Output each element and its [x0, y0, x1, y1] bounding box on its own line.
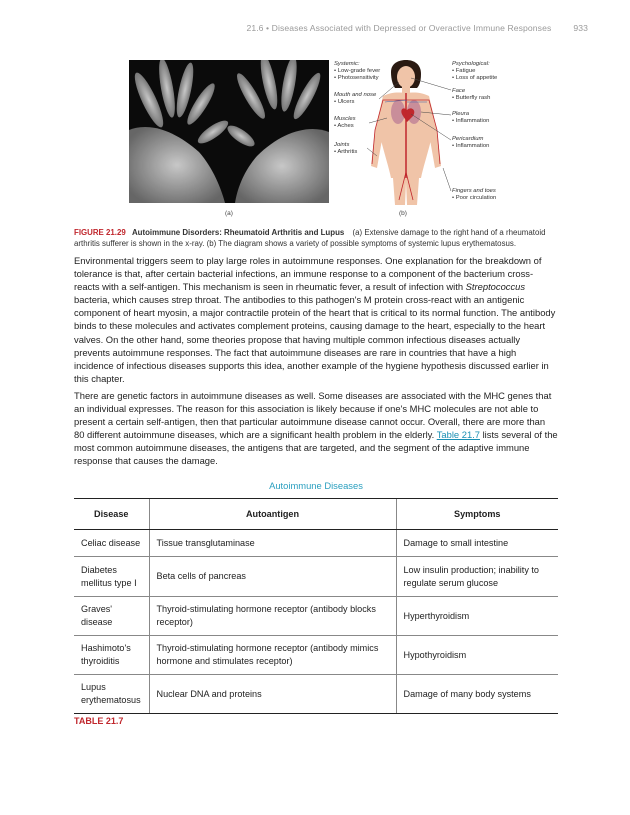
- column-header-autoantigen: Autoantigen: [149, 499, 396, 530]
- figure-label-b: (b): [399, 210, 407, 217]
- figure-number: FIGURE 21.29: [74, 228, 126, 237]
- paragraph-genetic-factors: There are genetic factors in autoimmune diseases as well. Some diseases are associated with the MHC genes that an individual expresses. The reason for this association is likely because if one's MHC molecules are not able to present a certain self-antigen, then that particular autoimmune disease cannot occur. Overall, there are more than 80 different autoimmune diseases, which are a significant health problem in the elderly. Table 21.7 lists several of the most common autoimmune diseases, the antigens that are targeted, and the segment of the adaptive immune response that causes the damage.: [74, 390, 558, 467]
- figure-caption: [74, 228, 564, 249]
- figure-label-a: (a): [225, 210, 233, 217]
- figure-caption-text: (a) Extensive damage to the right hand of a rheumatoid arthritis sufferer is shown in the x-ray. (b) The diagram shows a variety of possible symptoms of systemic lupus erythematosus.: [74, 228, 546, 248]
- label-leader-lines: [129, 60, 491, 205]
- page-number: 933: [573, 23, 588, 33]
- disease-cell: Celiac disease: [74, 530, 149, 557]
- autoantigen-cell: Beta cells of pancreas: [149, 557, 396, 597]
- autoantigen-cell: Nuclear DNA and proteins: [149, 675, 396, 714]
- symptoms-cell: Damage of many body systems: [396, 675, 558, 714]
- section-title: 21.6 • Diseases Associated with Depressed or Overactive Immune Responses: [246, 23, 552, 33]
- table-row: [74, 597, 558, 636]
- table-21-7-link[interactable]: Table 21.7: [436, 429, 480, 441]
- label-pericardium: Pericardium • Inflammation: [452, 136, 490, 150]
- label-mouth-nose: Mouth and nose • Ulcers: [334, 92, 377, 106]
- table-row: [74, 557, 558, 597]
- label-muscles: Muscles • Aches: [334, 116, 356, 130]
- label-face: Face • Butterfly rash: [452, 88, 491, 102]
- running-header: [246, 23, 588, 33]
- table-header-row: [74, 499, 558, 530]
- autoantigen-cell: Thyroid-stimulating hormone receptor (antibody mimics hormone and stimulates receptor): [149, 636, 396, 675]
- table-row: [74, 636, 558, 675]
- figure-title: Autoimmune Disorders: Rheumatoid Arthritis and Lupus: [131, 228, 345, 237]
- symptoms-cell: Damage to small intestine: [396, 530, 558, 557]
- column-header-symptoms: Symptoms: [396, 499, 558, 530]
- disease-cell: Diabetes mellitus type I: [74, 557, 149, 597]
- autoimmune-diseases-table: [74, 498, 558, 714]
- label-pleura: Pleura • Inflammation: [452, 111, 490, 125]
- disease-cell: Hashimoto's thyroiditis: [74, 636, 149, 675]
- paragraph-environmental-triggers: Environmental triggers seem to play large roles in autoimmune responses. One explanation for the breakdown of tolerance is that, after certain bacterial infections, an immune response to a component of the bacterium cross-reacts with a self-antigen. This mechanism is seen in rheumatic fever, a result of infection with Streptococcus bacteria, which causes strep throat. The antibodies to this pathogen's M protein cross-react with an antigenic component of heart myosin, a major contractile protein of the heart that is critical to its normal function. The antibody binds to these molecules and activates complement proteins, causing damage to the heart, especially to the heart valves. On the other hand, some theories propose that having multiple common infectious diseases actually prevents autoimmune responses. The fact that autoimmune diseases are rare in countries that have a high incidence of infectious diseases supports this idea, another example of the hygiene hypothesis discussed earlier in this chapter.: [74, 255, 556, 384]
- disease-cell: Graves' disease: [74, 597, 149, 636]
- label-psychological: Psychological: • Fatigue • Loss of appetite: [452, 61, 498, 82]
- autoantigen-cell: Thyroid-stimulating hormone receptor (antibody blocks receptor): [149, 597, 396, 636]
- symptoms-cell: Hypothyroidism: [396, 636, 558, 675]
- label-fingers-toes: Fingers and toes • Poor circulation: [452, 188, 497, 202]
- table-title: Autoimmune Diseases: [269, 480, 363, 491]
- autoantigen-cell: Tissue transglutaminase: [149, 530, 396, 557]
- symptoms-cell: Low insulin production; inability to regulate serum glucose: [396, 557, 558, 597]
- label-systemic: Systemic: • Low-grade fever • Photosensitivity: [334, 61, 381, 82]
- table-row: [74, 530, 558, 557]
- label-joints: Joints • Arthritis: [334, 142, 358, 156]
- symptoms-cell: Hyperthyroidism: [396, 597, 558, 636]
- figure-21-29: [129, 60, 498, 220]
- column-header-disease: Disease: [74, 499, 149, 530]
- table-label: TABLE 21.7: [74, 716, 124, 726]
- disease-cell: Lupus erythematosus: [74, 675, 149, 714]
- table-row: [74, 675, 558, 714]
